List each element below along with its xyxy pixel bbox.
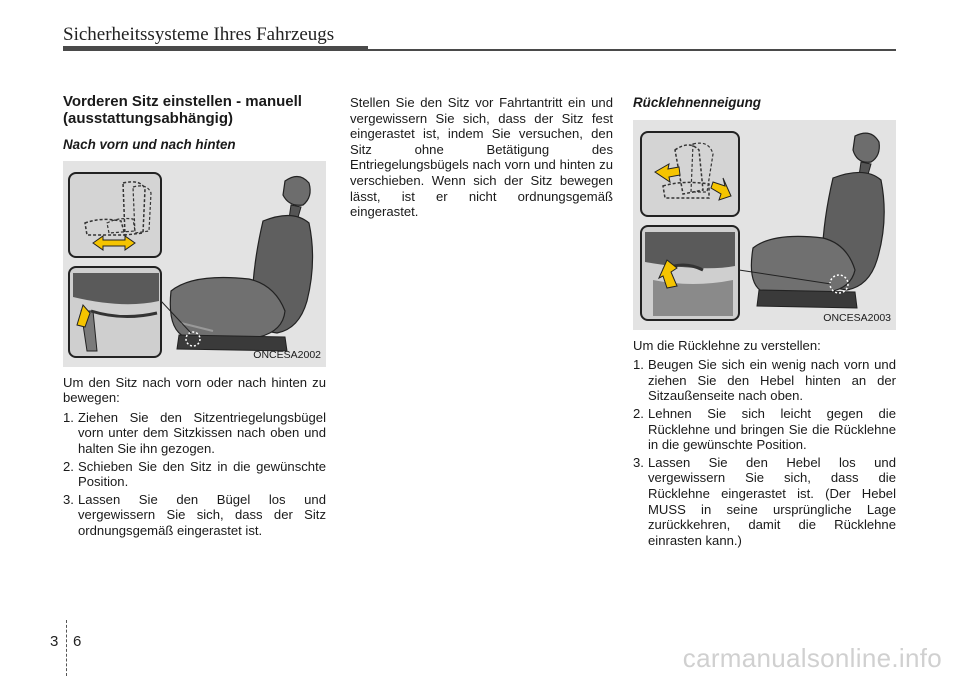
- section-heading: [63, 93, 326, 127]
- subheading-recline: Rücklehnenneigung: [633, 95, 761, 110]
- list-item: 3. Lassen Sie den Bügel los und vergewissern Sie sich, dass der Sitz ordnungsgemäß eingerastet ist.: [63, 491, 326, 538]
- inset-recline-outline: [641, 132, 739, 216]
- column-middle: [350, 95, 613, 220]
- list-item: 1. Ziehen Sie den Sitzentriegelungsbügel vorn unter dem Sitzkissen nach oben und halten Sie ihn gezogen.: [63, 409, 326, 456]
- chapter-number: 3: [50, 633, 59, 650]
- header-rule-thick: [63, 46, 368, 51]
- section-heading-line1: Vorderen Sitz einstellen - manuell: [63, 93, 302, 110]
- column-right: [633, 93, 896, 550]
- figure-caption: ONCESA2003: [823, 312, 891, 324]
- list-item: 3. Lassen Sie den Hebel los und vergewissern Sie sich, dass die Rücklehne eingerastet ist. (Der Hebel MUSS in seine ursprüngliche Lage zurückkehren, damit die Rücklehne einrasten kann.): [633, 454, 896, 548]
- list-item: 2. Schieben Sie den Sitz in die gewünschte Position.: [63, 458, 326, 490]
- seat-illustration: [170, 176, 312, 351]
- warning-paragraph: Stellen Sie den Sitz vor Fahrtantritt ein und vergewissern Sie sich, dass der Sitz fest eingerastet ist, indem Sie versuchen, den Sitz ohne Betätigung des Entriegelungsbügels nach vorn und hinten zu verschieben. Wenn sich der Sitz bewegen lässt, ist er nicht ordnungsgemäß eingerastet.: [350, 95, 613, 220]
- list-item: 1. Beugen Sie sich ein wenig nach vorn und ziehen Sie den Hebel hinten an der Sitzaußenseite nach oben.: [633, 357, 896, 404]
- list-item: 2. Lehnen Sie sich leicht gegen die Rücklehne und bringen Sie die Rücklehne in die gewünschte Position.: [633, 405, 896, 453]
- subheading-forward-back: Nach vorn und nach hinten: [63, 137, 236, 152]
- page-header-title: Sicherheitssysteme Ihres Fahrzeugs: [63, 24, 335, 45]
- inset-lever-closeup: [641, 226, 739, 320]
- watermark: carmanualsonline.info: [682, 643, 942, 673]
- section-heading-line2: (ausstattungsabhängig): [63, 110, 234, 127]
- seat-recline-illustration: [633, 120, 896, 330]
- footer-divider: [66, 620, 67, 676]
- steps-list: [63, 410, 326, 539]
- steps-list: [633, 357, 896, 548]
- intro-text: Um den Sitz nach vorn oder nach hinten zu bewegen:: [63, 374, 326, 406]
- seat-slide-illustration: [63, 161, 326, 367]
- figure-caption: ONCESA2002: [253, 349, 321, 361]
- column-left: [63, 93, 326, 541]
- figure-seat-slide: [63, 161, 326, 367]
- figure-seat-recline: [633, 120, 896, 330]
- page-number: 6: [73, 633, 82, 650]
- header-rule-thin: [368, 49, 896, 51]
- intro-text: Um die Rücklehne zu verstellen:: [633, 337, 821, 353]
